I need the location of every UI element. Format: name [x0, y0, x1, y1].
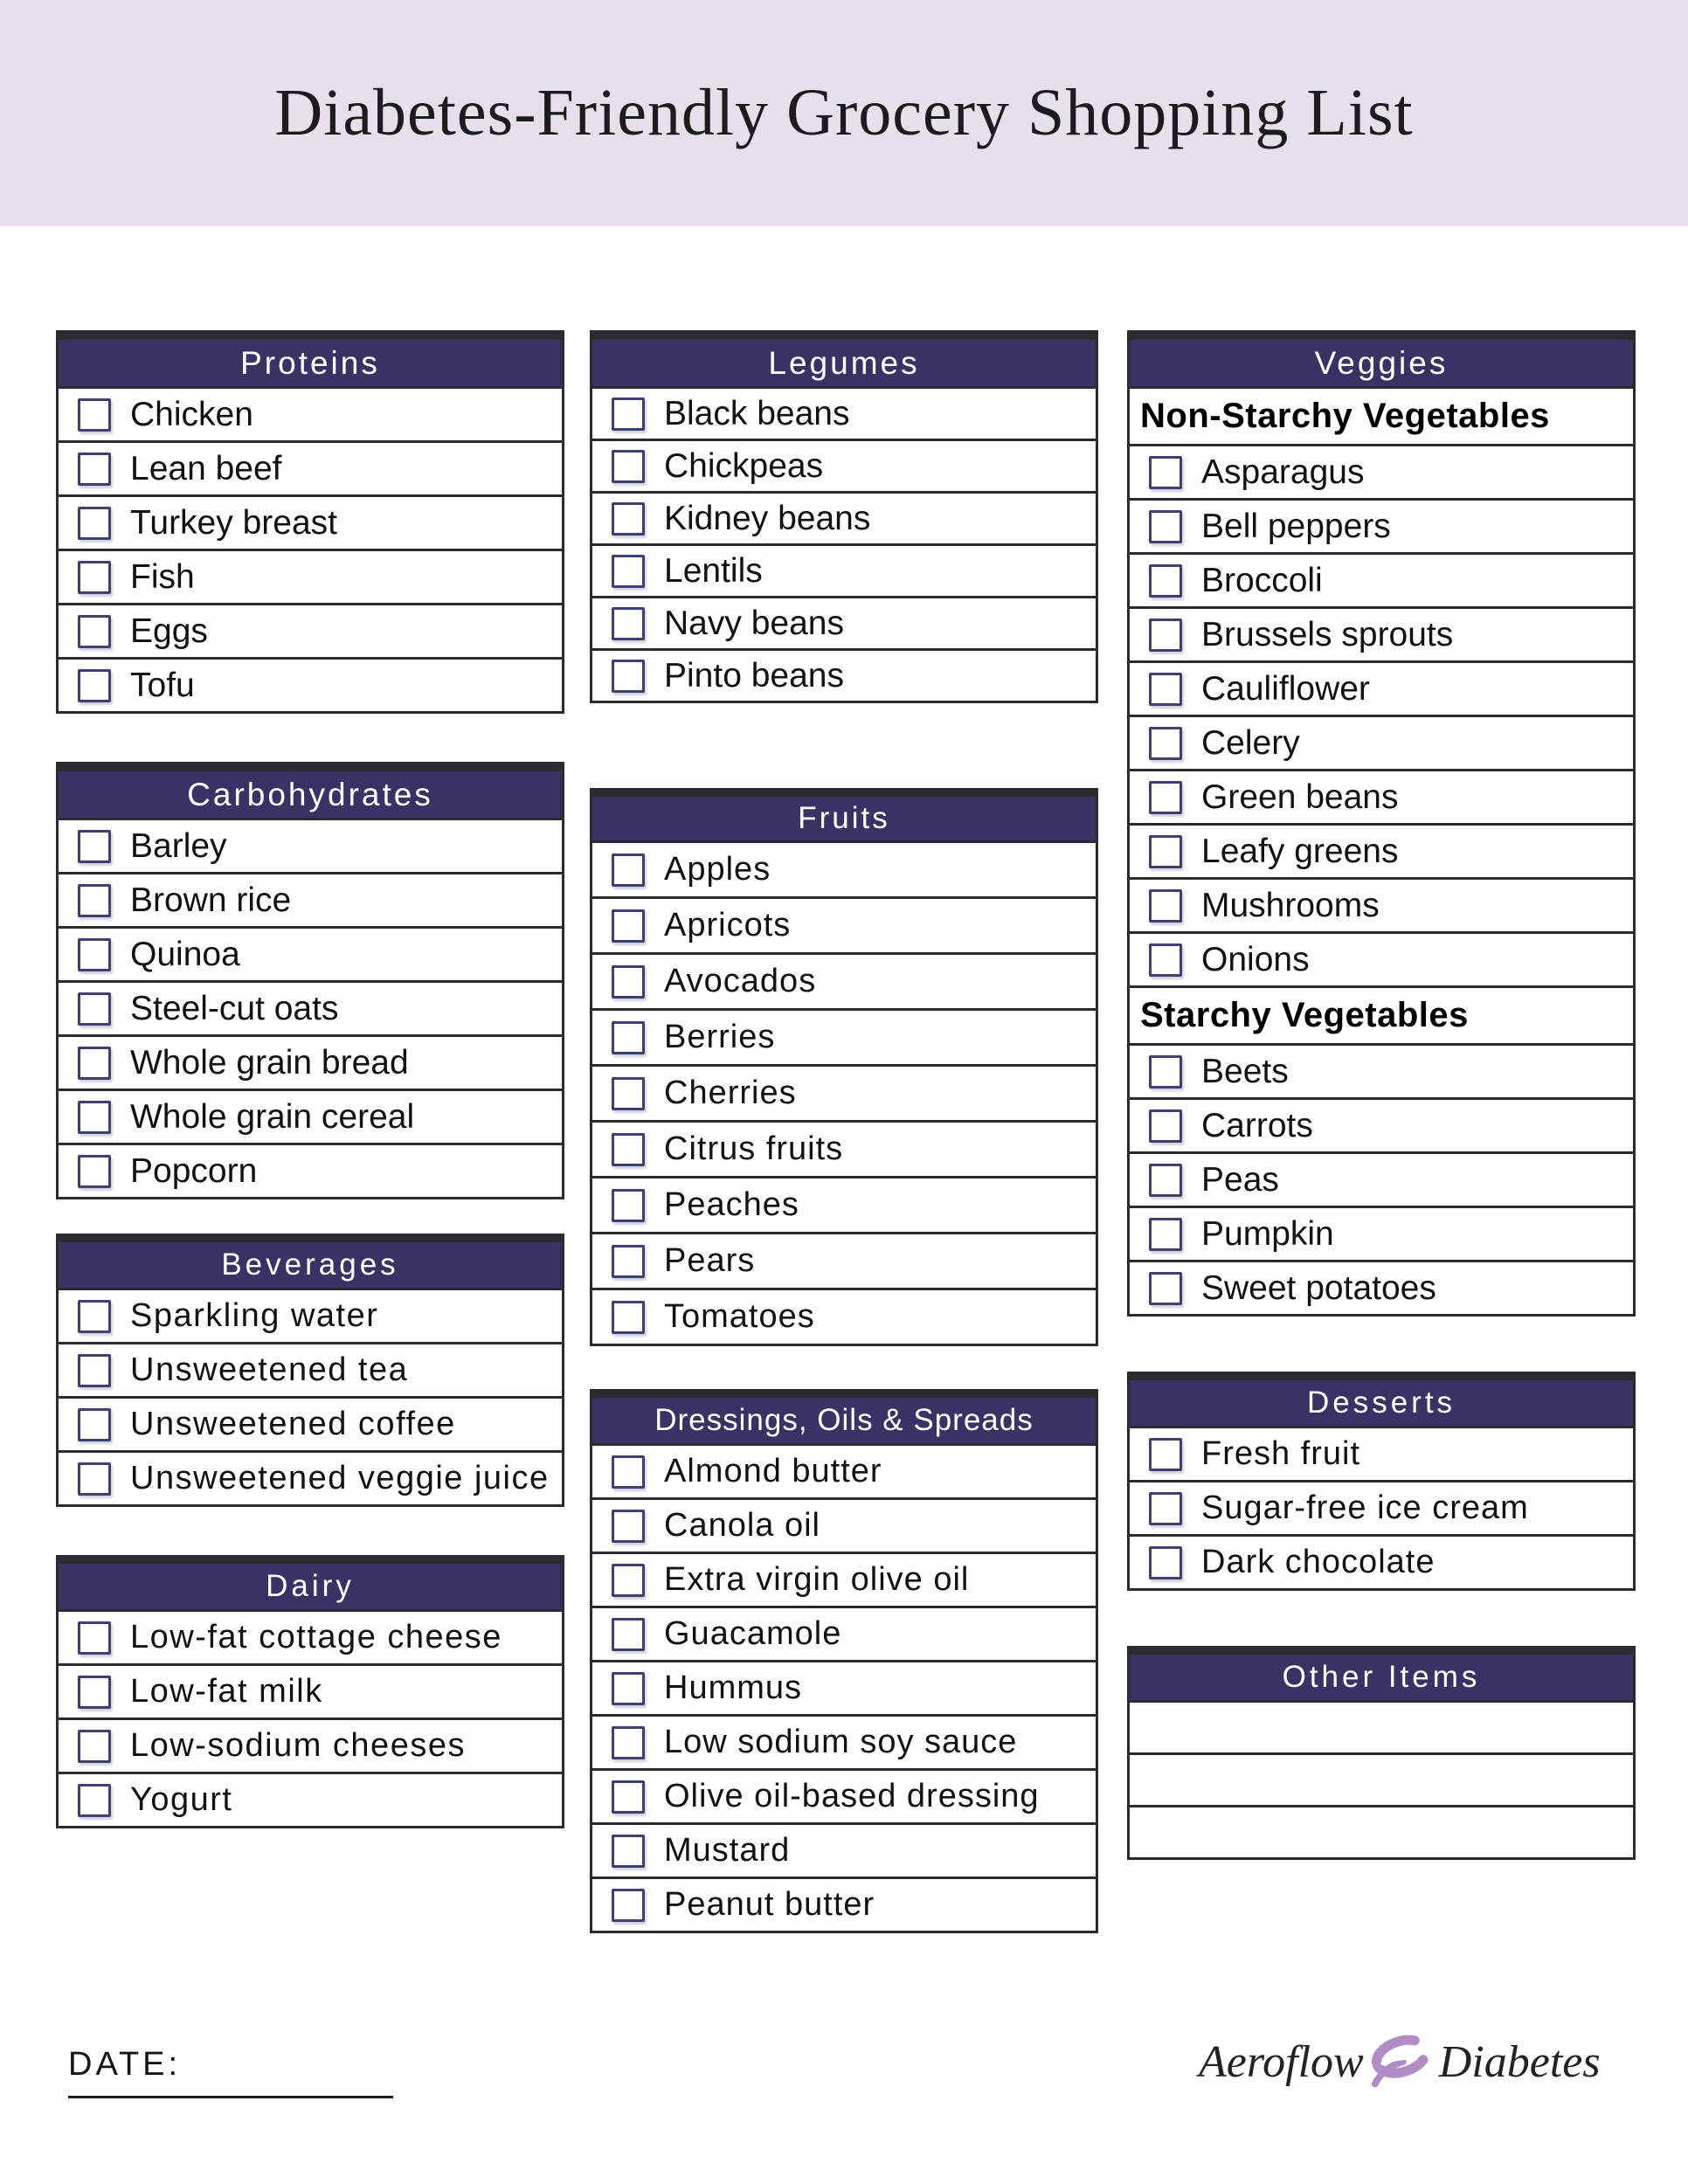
item-row [59, 1034, 562, 1089]
item-row [592, 1120, 1096, 1176]
item-label: Almond butter [664, 1453, 882, 1489]
item-row [592, 1714, 1096, 1768]
checklist [59, 1288, 562, 1504]
section-header-carbohydrates [59, 764, 562, 818]
checkbox[interactable] [78, 1784, 111, 1817]
item-row [59, 657, 562, 711]
checkbox[interactable] [612, 1510, 645, 1543]
item-row [1130, 1097, 1633, 1151]
section-proteins [56, 330, 564, 714]
item-row [59, 386, 562, 440]
aeroflow-swirl-icon [1367, 2032, 1435, 2092]
item-row [592, 1008, 1096, 1064]
checkbox[interactable] [1149, 564, 1182, 598]
checkbox[interactable] [1149, 619, 1182, 652]
checkbox[interactable] [612, 1618, 645, 1651]
item-row [1130, 660, 1633, 715]
checkbox[interactable] [612, 1889, 645, 1922]
item-row [59, 980, 562, 1034]
section-header-proteins [59, 333, 562, 386]
item-row [592, 1606, 1096, 1660]
item-row [59, 1396, 562, 1450]
item-row [592, 1768, 1096, 1822]
item-label: Tomatoes [664, 1298, 815, 1335]
checkbox[interactable] [612, 854, 645, 887]
aeroflow-diabetes-logo [1199, 2032, 1601, 2092]
section-header-other-items [1130, 1648, 1633, 1700]
item-row [592, 648, 1096, 701]
item-row [1130, 877, 1633, 931]
checkbox[interactable] [1149, 1492, 1182, 1525]
item-label: Guacamole [664, 1615, 842, 1652]
item-label: Low sodium soy sauce [664, 1724, 1018, 1760]
checkbox[interactable] [612, 1189, 645, 1222]
subsection-label: Non-Starchy Vegetables [1140, 397, 1550, 435]
item-label: Chicken [130, 395, 253, 433]
item-row [592, 543, 1096, 596]
checkbox[interactable] [78, 1101, 111, 1134]
item-row [592, 840, 1096, 896]
item-label: Mushrooms [1201, 886, 1380, 924]
section-title: Dressings, Oils & Spreads [654, 1403, 1034, 1437]
item-label: Beets [1201, 1052, 1289, 1090]
checkbox[interactable] [1149, 1546, 1182, 1579]
checkbox[interactable] [612, 1455, 645, 1489]
item-label: Low-sodium cheeses [130, 1727, 466, 1764]
item-row [59, 603, 562, 657]
item-row [592, 1497, 1096, 1552]
item-label: Peanut butter [664, 1886, 875, 1923]
item-row [1130, 444, 1633, 498]
item-row [592, 386, 1096, 439]
checkbox[interactable] [612, 1301, 645, 1334]
checkbox[interactable] [78, 507, 111, 540]
write-in-rows [1130, 1700, 1633, 1857]
item-row [59, 1663, 562, 1717]
item-label: Fresh fruit [1201, 1435, 1361, 1472]
checkbox[interactable] [1149, 1055, 1182, 1089]
item-label: Black beans [664, 394, 850, 432]
blank-write-in-row [1130, 1700, 1633, 1752]
checkbox[interactable] [612, 1245, 645, 1278]
item-row [1130, 1043, 1633, 1097]
checkbox[interactable] [78, 453, 111, 486]
item-label: Extra virgin olive oil [664, 1561, 970, 1598]
section-beverages [56, 1234, 564, 1507]
subsection-row [1130, 985, 1633, 1043]
item-label: Low-fat cottage cheese [130, 1619, 502, 1655]
checkbox[interactable] [78, 1155, 111, 1188]
item-label: Whole grain cereal [130, 1097, 415, 1136]
checkbox[interactable] [78, 1730, 111, 1763]
checkbox[interactable] [1149, 456, 1182, 489]
checklist [59, 1609, 562, 1826]
item-row [59, 1342, 562, 1396]
checkbox[interactable] [78, 1047, 111, 1080]
checkbox[interactable] [612, 1021, 645, 1054]
item-row [59, 440, 562, 494]
item-label: Sugar-free ice cream [1201, 1489, 1529, 1526]
checklist [592, 386, 1096, 701]
checkbox[interactable] [78, 1676, 111, 1709]
checkbox[interactable] [1149, 781, 1182, 814]
item-row [592, 1176, 1096, 1232]
item-row [59, 549, 562, 603]
section-title: Other Items [1282, 1660, 1481, 1694]
item-row [592, 596, 1096, 648]
item-label: Unsweetened coffee [130, 1406, 456, 1442]
item-label: Lentils [664, 551, 763, 590]
brand-name-aeroflow: Aeroflow [1199, 2037, 1364, 2087]
checkbox[interactable] [1149, 1109, 1182, 1143]
item-label: Broccoli [1201, 561, 1323, 599]
checklist [1130, 386, 1633, 1314]
item-label: Apples [664, 851, 771, 888]
checkbox[interactable] [612, 1726, 645, 1759]
checkbox[interactable] [1149, 673, 1182, 706]
item-row [59, 818, 562, 872]
checkbox[interactable] [78, 669, 111, 702]
item-label: Whole grain bread [130, 1043, 409, 1082]
item-label: Brown rice [130, 881, 292, 919]
date-write-line [68, 2096, 393, 2098]
section-header-dairy [59, 1558, 562, 1609]
item-row [1130, 823, 1633, 877]
item-row [1130, 769, 1633, 823]
checkbox[interactable] [78, 884, 111, 917]
item-label: Asparagus [1201, 453, 1365, 491]
item-label: Fish [130, 557, 195, 596]
checkbox[interactable] [612, 555, 645, 588]
section-dressings-oils-spreads [590, 1389, 1098, 1933]
blank-write-in-row [1130, 1752, 1633, 1805]
item-label: Hummus [664, 1669, 803, 1706]
section-title: Legumes [768, 344, 920, 381]
item-row [592, 1660, 1096, 1714]
item-label: Apricots [664, 907, 792, 943]
checkbox[interactable] [612, 660, 645, 693]
checkbox[interactable] [1149, 1438, 1182, 1471]
item-label: Cauliflower [1201, 669, 1370, 708]
item-label: Barley [130, 826, 227, 865]
item-label: Sparkling water [130, 1297, 379, 1334]
checkbox[interactable] [78, 1462, 111, 1496]
checkbox[interactable] [78, 1621, 111, 1655]
item-row [592, 1064, 1096, 1120]
item-label: Peaches [664, 1186, 799, 1223]
subsection-row [1130, 386, 1633, 444]
item-row [592, 491, 1096, 543]
checkbox[interactable] [1149, 835, 1182, 868]
item-row [59, 1772, 562, 1826]
item-label: Yogurt [130, 1781, 233, 1818]
item-row [592, 896, 1096, 952]
item-label: Chickpeas [664, 446, 824, 485]
section-title: Desserts [1306, 1386, 1456, 1420]
section-title: Veggies [1314, 344, 1449, 381]
item-label: Citrus fruits [664, 1130, 844, 1167]
section-dairy [56, 1555, 564, 1828]
section-title: Dairy [266, 1569, 355, 1603]
checkbox[interactable] [78, 561, 111, 594]
checkbox[interactable] [78, 1354, 111, 1387]
item-row [59, 1717, 562, 1772]
item-label: Leafy greens [1201, 832, 1399, 870]
brand-name-diabetes: Diabetes [1438, 2037, 1601, 2087]
item-row [592, 1552, 1096, 1606]
checkbox[interactable] [612, 1564, 645, 1597]
page-title: Diabetes-Friendly Grocery Shopping List [274, 76, 1414, 149]
item-row [59, 1143, 562, 1197]
item-label: Quinoa [130, 935, 240, 973]
checkbox[interactable] [78, 1300, 111, 1333]
checkbox[interactable] [612, 1672, 645, 1705]
item-label: Celery [1201, 723, 1300, 762]
section-header-desserts [1130, 1374, 1633, 1426]
item-label: Carrots [1201, 1106, 1313, 1144]
item-row [1130, 1260, 1633, 1314]
date-label: DATE: [68, 2046, 182, 2083]
section-header-veggies [1130, 333, 1633, 386]
item-label: Pinto beans [664, 656, 844, 695]
item-label: Bell peppers [1201, 507, 1391, 545]
item-row [59, 494, 562, 549]
item-label: Avocados [664, 963, 817, 999]
item-label: Canola oil [664, 1507, 820, 1544]
item-label: Pears [664, 1242, 756, 1279]
section-title: Carbohydrates [187, 776, 433, 812]
subsection-label: Starchy Vegetables [1140, 996, 1469, 1034]
item-row [1130, 552, 1633, 606]
section-title: Beverages [221, 1248, 399, 1282]
item-row [1130, 1480, 1633, 1534]
checkbox[interactable] [1149, 510, 1182, 543]
item-label: Lean beef [130, 449, 282, 487]
checklist [592, 840, 1096, 1344]
checkbox[interactable] [1149, 1164, 1182, 1197]
item-label: Sweet potatoes [1201, 1268, 1436, 1307]
section-carbohydrates [56, 762, 564, 1199]
checklist [59, 818, 562, 1197]
checkbox[interactable] [612, 502, 645, 536]
item-label: Unsweetened tea [130, 1351, 409, 1388]
item-row [1130, 498, 1633, 552]
item-row [592, 1443, 1096, 1497]
item-label: Unsweetened veggie juice [130, 1460, 550, 1496]
item-row [59, 1089, 562, 1143]
item-row [592, 952, 1096, 1008]
section-title: Proteins [240, 344, 380, 381]
item-row [592, 439, 1096, 491]
item-label: Pumpkin [1201, 1214, 1334, 1253]
item-label: Navy beans [664, 604, 844, 642]
item-row [1130, 1534, 1633, 1588]
item-row [592, 1232, 1096, 1288]
checkbox[interactable] [78, 830, 111, 863]
section-legumes [590, 330, 1098, 703]
checkbox[interactable] [1149, 943, 1182, 977]
item-row [59, 926, 562, 980]
page-banner [0, 0, 1688, 226]
section-header-legumes [592, 333, 1096, 386]
checkbox[interactable] [78, 398, 111, 432]
item-row [59, 872, 562, 926]
item-label: Olive oil-based dressing [664, 1778, 1040, 1814]
item-row [59, 1288, 562, 1342]
checkbox[interactable] [1149, 1218, 1182, 1251]
section-header-beverages [59, 1236, 562, 1288]
item-row [592, 1288, 1096, 1344]
section-fruits [590, 788, 1098, 1346]
item-row [592, 1876, 1096, 1931]
checkbox[interactable] [612, 397, 645, 431]
checkbox[interactable] [78, 615, 111, 648]
item-label: Popcorn [130, 1151, 258, 1190]
checklist [59, 386, 562, 711]
item-row [592, 1822, 1096, 1876]
checkbox[interactable] [1149, 727, 1182, 760]
item-label: Tofu [130, 666, 195, 704]
item-row [1130, 1206, 1633, 1260]
section-desserts [1127, 1372, 1636, 1591]
item-label: Berries [664, 1019, 776, 1055]
item-label: Green beans [1201, 778, 1399, 816]
item-label: Cherries [664, 1075, 797, 1111]
item-label: Turkey breast [130, 503, 337, 542]
blank-write-in-row [1130, 1805, 1633, 1857]
item-row [1130, 1426, 1633, 1480]
item-label: Kidney beans [664, 499, 871, 537]
checkbox[interactable] [612, 607, 645, 640]
item-label: Eggs [130, 612, 208, 650]
checkbox[interactable] [612, 1835, 645, 1868]
checkbox[interactable] [612, 450, 645, 483]
checkbox[interactable] [612, 1077, 645, 1110]
checkbox[interactable] [78, 992, 111, 1026]
item-label: Mustard [664, 1832, 791, 1869]
item-label: Steel-cut oats [130, 989, 339, 1027]
checkbox[interactable] [612, 965, 645, 999]
checkbox[interactable] [78, 1408, 111, 1441]
section-title: Fruits [798, 801, 890, 835]
checkbox[interactable] [78, 938, 111, 971]
section-veggies [1127, 330, 1636, 1317]
checkbox[interactable] [612, 909, 645, 943]
checklist [1130, 1426, 1633, 1588]
item-label: Onions [1201, 940, 1310, 978]
checkbox[interactable] [1149, 889, 1182, 923]
section-other-items [1127, 1646, 1636, 1860]
section-header-fruits [592, 791, 1096, 840]
checklist [592, 1443, 1096, 1931]
item-row [1130, 715, 1633, 769]
item-row [59, 1609, 562, 1663]
section-header-dressings [592, 1392, 1096, 1443]
item-row [59, 1450, 562, 1504]
item-label: Low-fat milk [130, 1673, 323, 1710]
date-block [68, 2046, 393, 2098]
checkbox[interactable] [1149, 1272, 1182, 1305]
item-row [1130, 606, 1633, 660]
checkbox[interactable] [612, 1133, 645, 1166]
checkbox[interactable] [612, 1780, 645, 1814]
item-label: Peas [1201, 1160, 1279, 1199]
item-label: Brussels sprouts [1201, 615, 1454, 653]
item-row [1130, 1151, 1633, 1206]
item-row [1130, 931, 1633, 985]
item-label: Dark chocolate [1201, 1544, 1435, 1580]
